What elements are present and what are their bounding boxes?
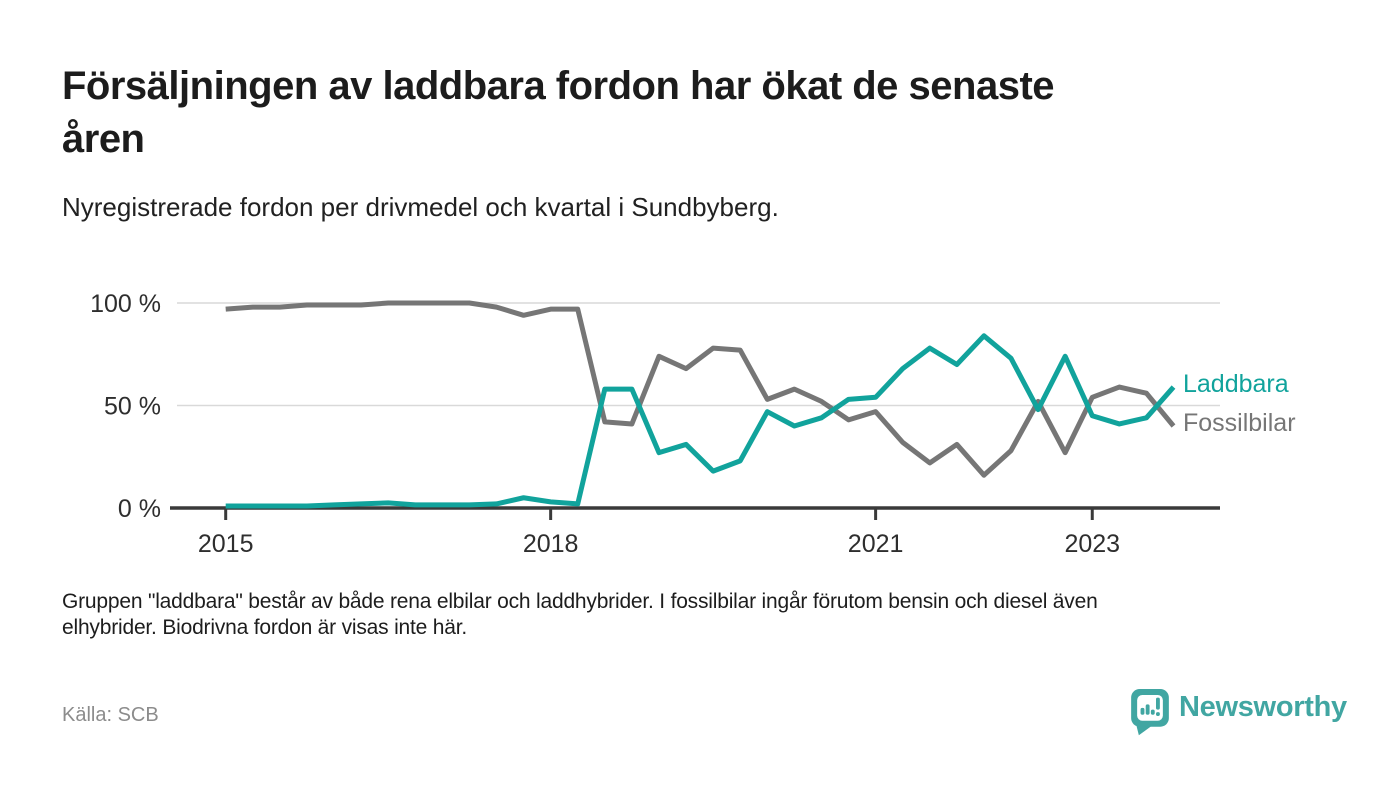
x-axis-tick-label: 2018 [522, 530, 579, 558]
logo-exclamation-icon [1156, 712, 1160, 716]
logo-exclamation-icon [1156, 698, 1160, 710]
x-axis-tick-label: 2023 [1064, 530, 1121, 558]
newsworthy-logo [1131, 689, 1347, 739]
y-axis-tick-label: 100 % [90, 290, 161, 318]
source-note: Källa: SCB [62, 704, 159, 726]
legend-label-fossilbilar: Fossilbilar [1183, 409, 1296, 437]
x-axis-tick-label: 2015 [197, 530, 254, 558]
newsworthy-logo-icon [1131, 689, 1169, 737]
logo-bar-icon [1151, 710, 1155, 715]
chart-footnote-line1: Gruppen "laddbara" består av både rena elbilar och laddhybrider. I fossilbilar ingår förutom bensin och diesel även [62, 590, 1098, 613]
logo-bar-icon [1146, 704, 1150, 714]
page-title [62, 60, 1342, 166]
legend-label-laddbara: Laddbara [1183, 370, 1289, 399]
series-line-fossilbilar [226, 303, 1174, 475]
x-axis-tick-label: 2021 [847, 530, 904, 558]
chart-footnote-line2: elhybrider. Biodrivna fordon är visas inte här. [62, 616, 467, 639]
y-axis-tick-label: 0 % [117, 495, 161, 523]
page-title-line1: Försäljningen av laddbara fordon har ökat de senaste [62, 64, 1055, 108]
logo-bar-icon [1141, 708, 1145, 715]
chart-footnote [62, 589, 1362, 641]
y-axis-tick-label: 50 % [104, 392, 161, 421]
newsworthy-wordmark: Newsworthy [1179, 691, 1347, 723]
chart-subtitle: Nyregistrerade fordon per drivmedel och kvartal i Sundbyberg. [62, 192, 779, 222]
page-title-line2: åren [62, 117, 145, 161]
